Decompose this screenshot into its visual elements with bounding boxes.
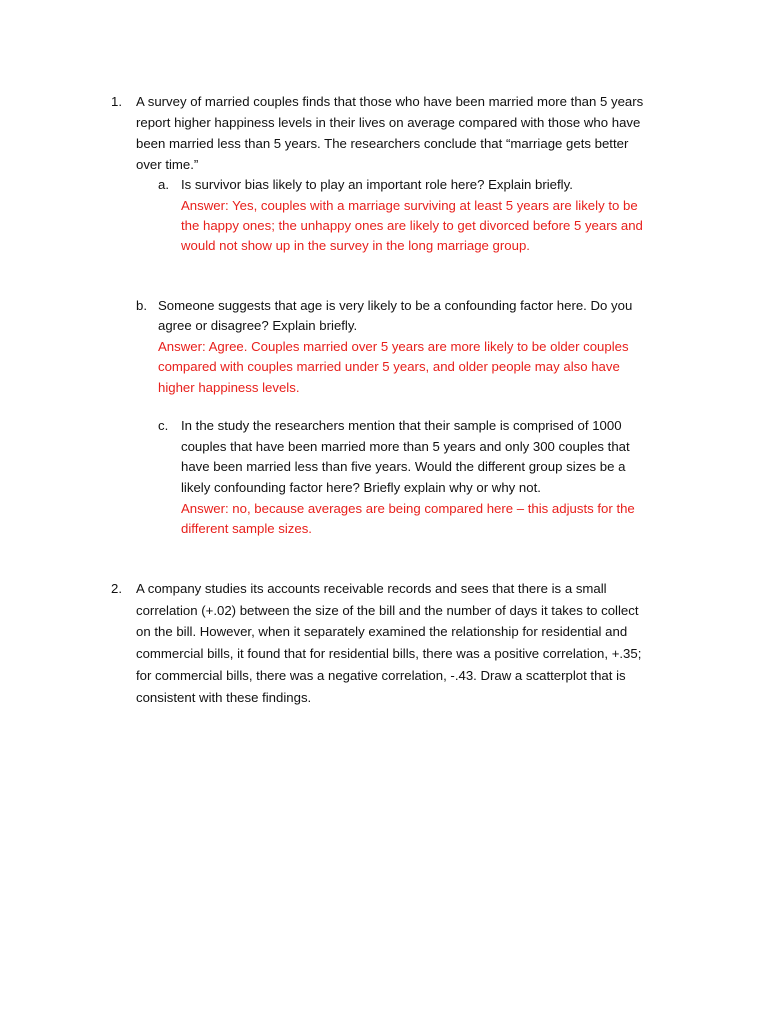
q1-line-4: over time.” (136, 157, 199, 172)
q1b-answer-line-3: higher happiness levels. (158, 380, 300, 395)
q1-line-1: A survey of married couples finds that those who have been married more than 5 years (136, 94, 644, 109)
q1b-label: b. (136, 298, 147, 313)
q2-line-5: for commercial bills, there was a negative correlation, -.43. Draw a scatterplot that is (136, 668, 626, 683)
q2-line-2: correlation (+.02) between the size of the bill and the number of days it takes to collect (136, 603, 639, 618)
q1a-answer-line-3: would not show up in the survey in the long marriage group. (181, 238, 530, 253)
q2-line-3: on the bill. However, when it separately examined the relationship for residential and (136, 624, 628, 639)
q1-line-3: been married less than 5 years. The researchers conclude that “marriage gets better (136, 136, 629, 151)
q1b-answer-line-1: Answer: Agree. Couples married over 5 years are more likely to be older couples (158, 339, 629, 354)
q1c-question-line-4: likely confounding factor here? Briefly explain why or why not. (181, 480, 541, 495)
q1c-question-line-3: have been married less than five years. Would the different group sizes be a (181, 459, 626, 474)
q1a-answer-line-1: Answer: Yes, couples with a marriage surviving at least 5 years are likely to be (181, 198, 638, 213)
q1-number: 1. (111, 94, 122, 109)
q1c-question-line-1: In the study the researchers mention that their sample is comprised of 1000 (181, 418, 622, 433)
q1a-label: a. (158, 177, 169, 192)
q2-number: 2. (111, 581, 122, 596)
q1b-answer-line-2: compared with couples married under 5 years, and older people may also have (158, 359, 620, 374)
q1c-label: c. (158, 418, 169, 433)
q1c-answer-line-2: different sample sizes. (181, 521, 312, 536)
q1-line-2: report higher happiness levels in their lives on average compared with those who have (136, 115, 641, 130)
q1a-answer-line-2: the happy ones; the unhappy ones are likely to get divorced before 5 years and (181, 218, 643, 233)
q1c-answer-line-1: Answer: no, because averages are being compared here – this adjusts for the (181, 501, 635, 516)
q2-line-6: consistent with these findings. (136, 690, 312, 705)
q1b-question-line-2: agree or disagree? Explain briefly. (158, 318, 358, 333)
q2-line-1: A company studies its accounts receivable records and sees that there is a small (136, 581, 607, 596)
q1c-question-line-2: couples that have been married more than 5 years and only 300 couples that (181, 439, 630, 454)
q1b-question-line-1: Someone suggests that age is very likely to be a confounding factor here. Do you (158, 298, 633, 313)
q2-line-4: commercial bills, it found that for residential bills, there was a positive correlation, +.35; (136, 646, 642, 661)
q1a-question: Is survivor bias likely to play an important role here? Explain briefly. (181, 177, 573, 192)
